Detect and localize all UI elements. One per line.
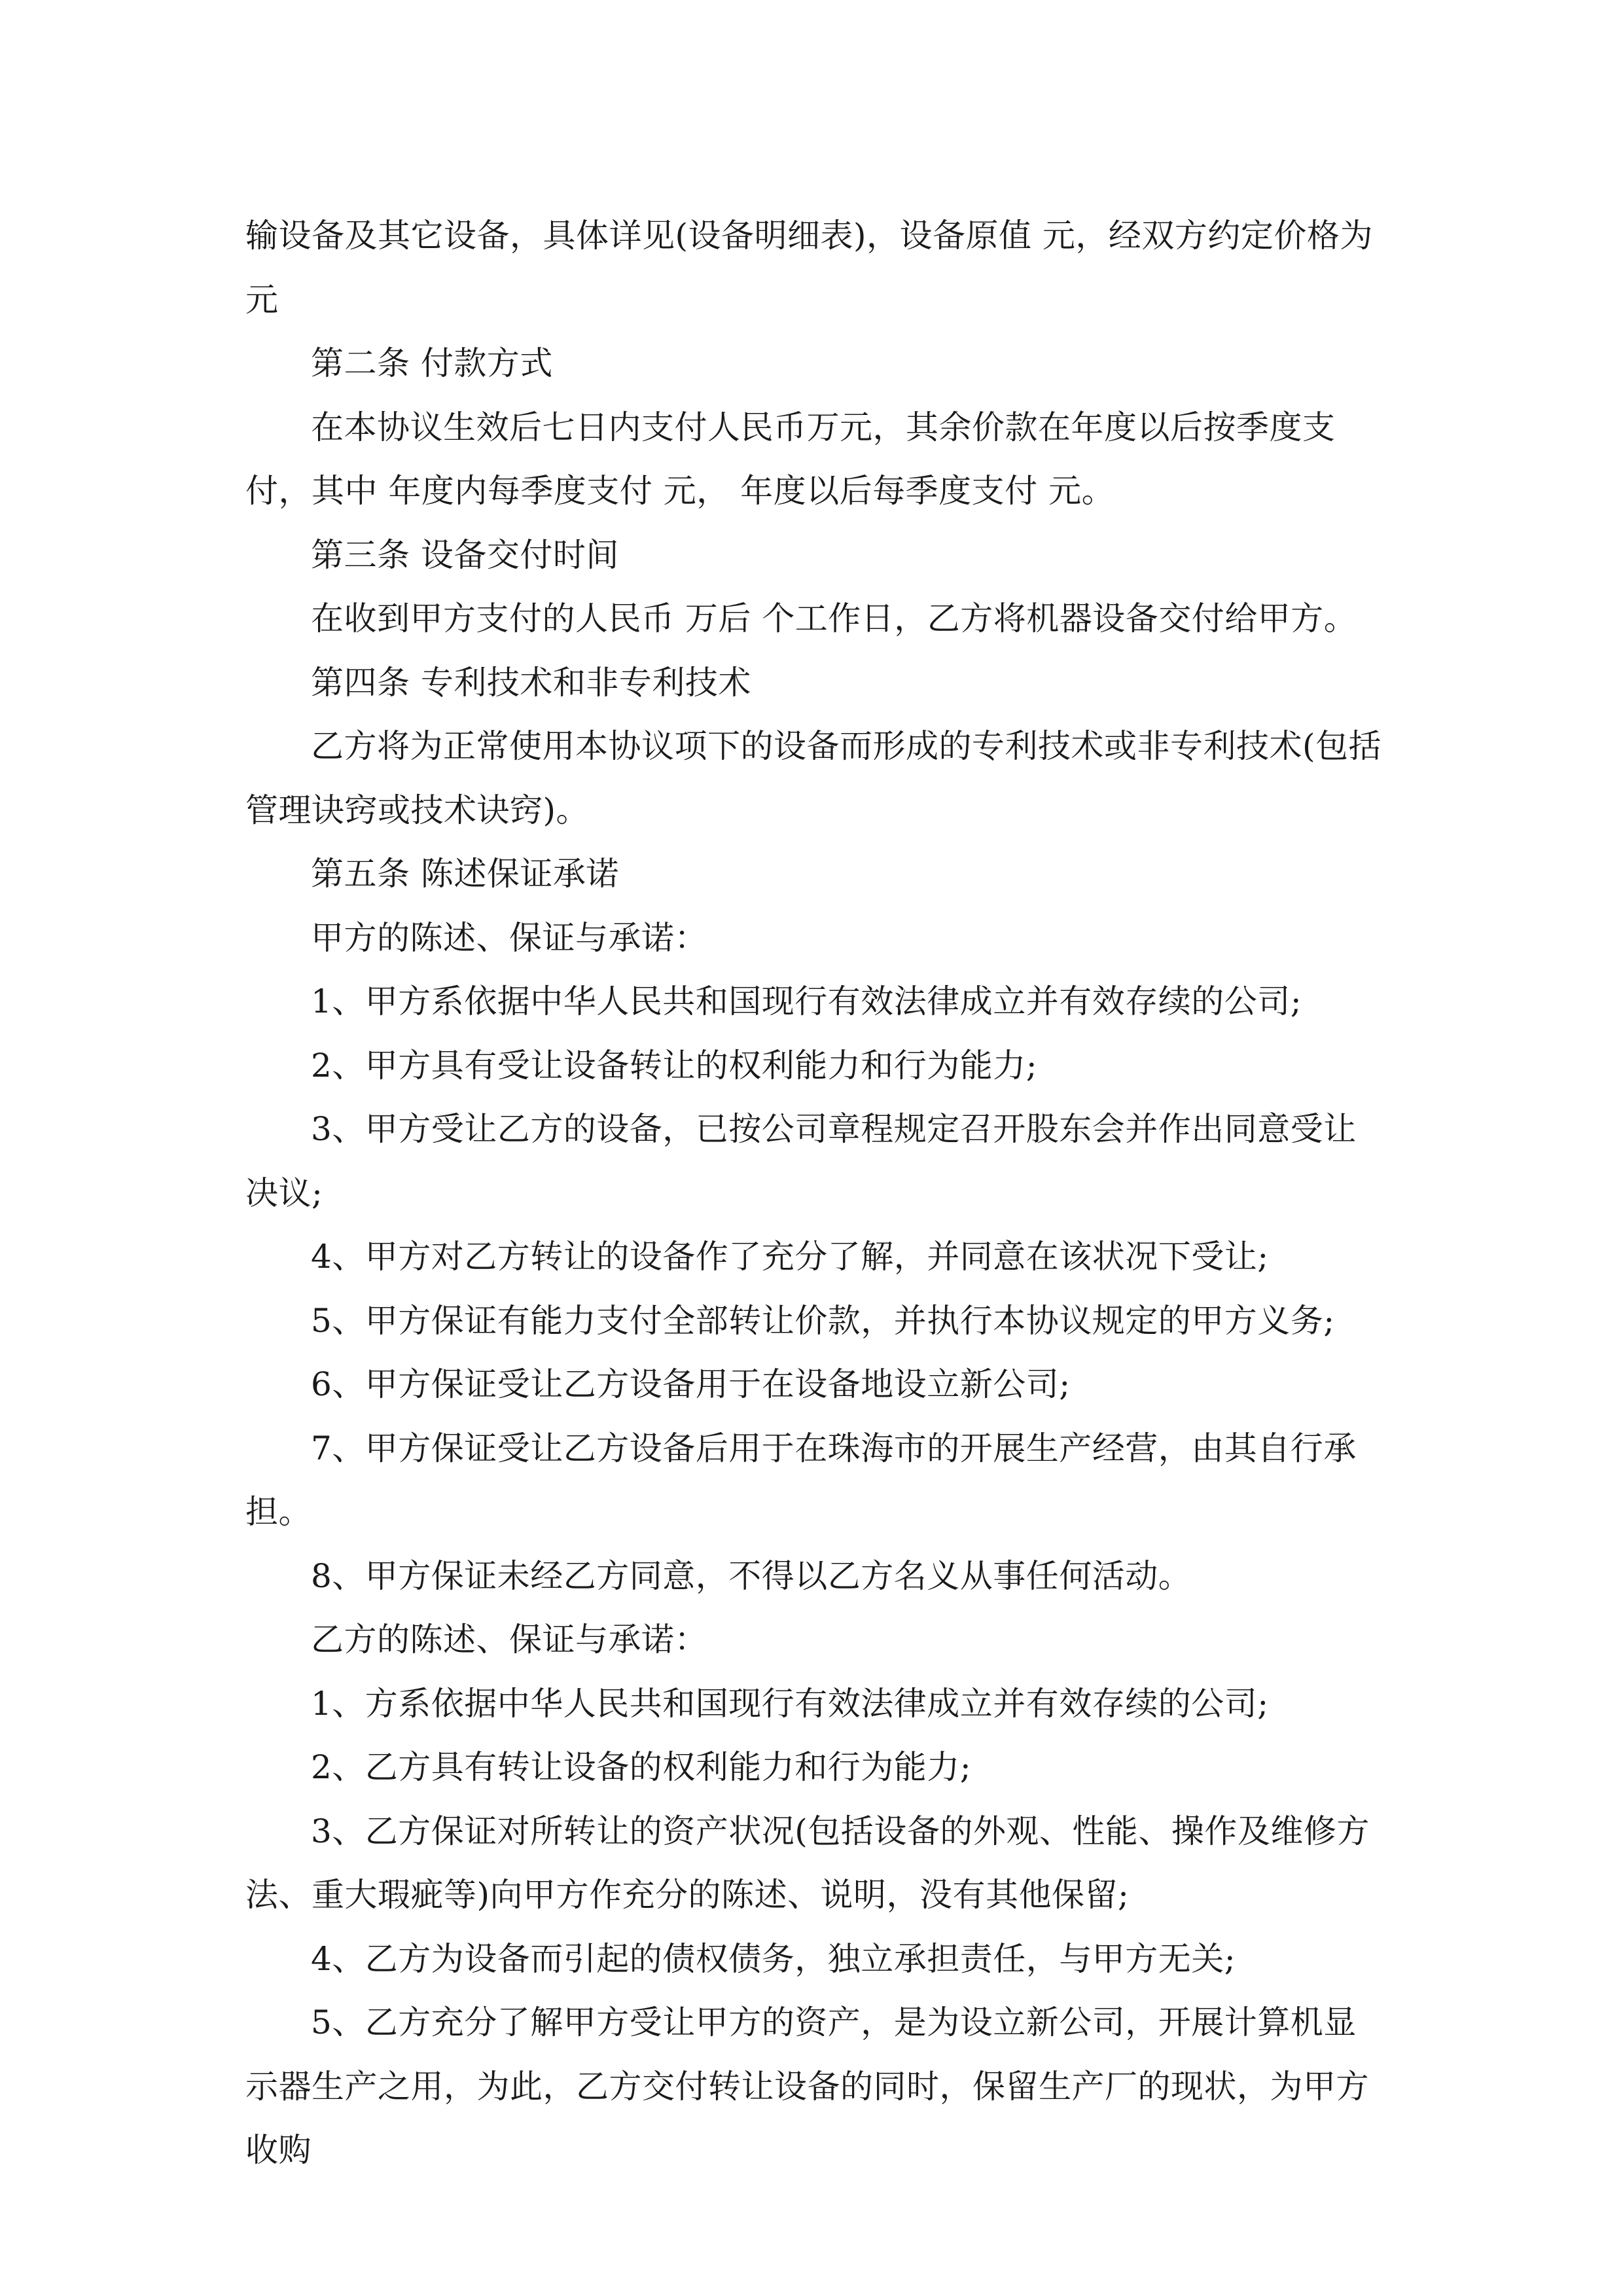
paragraph-equipment-price: 输设备及其它设备，具体详见(设备明细表)，设备原值 元，经双方约定价格为元 bbox=[245, 217, 1373, 319]
party-a-item-8: 8、甲方保证未经乙方同意，不得以乙方名义从事任何活动。 bbox=[311, 1556, 1192, 1595]
party-a-item-4: 4、甲方对乙方转让的设备作了充分了解，并同意在该状况下受让; bbox=[311, 1238, 1269, 1276]
document-body bbox=[245, 204, 1387, 2183]
clause-5-heading: 第五条 陈述保证承诺 bbox=[311, 855, 619, 893]
party-b-representations-heading: 乙方的陈述、保证与承诺： bbox=[311, 1621, 707, 1659]
party-a-item-3: 3、甲方受让乙方的设备，已按公司章程规定召开股东会并作出同意受让决议; bbox=[245, 1110, 1357, 1212]
party-a-item-5: 5、甲方保证有能力支付全部转让价款，并执行本协议规定的甲方义务; bbox=[311, 1301, 1335, 1340]
party-a-representations-heading: 甲方的陈述、保证与承诺： bbox=[311, 918, 707, 957]
party-a-item-7: 7、甲方保证受让乙方设备后用于在珠海市的开展生产经营，由其自行承担。 bbox=[245, 1429, 1357, 1531]
party-b-item-1: 1、方系依据中华人民共和国现行有效法律成立并有效存续的公司; bbox=[311, 1684, 1269, 1723]
party-a-item-2: 2、甲方具有受让设备转让的权利能力和行为能力; bbox=[311, 1046, 1038, 1085]
party-a-item-1: 1、甲方系依据中华人民共和国现行有效法律成立并有效存续的公司; bbox=[311, 982, 1302, 1020]
party-b-item-2: 2、乙方具有转让设备的权利能力和行为能力; bbox=[311, 1748, 972, 1786]
party-b-item-4: 4、乙方为设备而引起的债权债务，独立承担责任，与甲方无关; bbox=[311, 1939, 1236, 1978]
clause-2-heading: 第二条 付款方式 bbox=[311, 344, 553, 382]
paragraph-delivery-time: 在收到甲方支付的人民币 万后 个工作日，乙方将机器设备交付给甲方。 bbox=[311, 600, 1357, 637]
paragraph-payment-terms: 在本协议生效后七日内支付人民币万元，其余价款在年度以后按季度支付，其中 年度内每季度支付 元， 年度以后每季度支付 元。 bbox=[245, 408, 1336, 510]
paragraph-patent-technology: 乙方将为正常使用本协议项下的设备而形成的专利技术或非专利技术(包括管理诀窍或技术诀窍)。 bbox=[245, 727, 1382, 829]
clause-4-heading: 第四条 专利技术和非专利技术 bbox=[311, 663, 751, 702]
party-b-item-3: 3、乙方保证对所转让的资产状况(包括设备的外观、性能、操作及维修方法、重大瑕疵等)向甲方作充分的陈述、说明，没有其他保留; bbox=[245, 1812, 1370, 1914]
party-b-item-5: 5、乙方充分了解甲方受让甲方的资产，是为设立新公司，开展计算机显示器生产之用，为此，乙方交付转让设备的同时，保留生产厂的现状，为甲方收购 bbox=[245, 2003, 1369, 2169]
clause-3-heading: 第三条 设备交付时间 bbox=[311, 535, 619, 574]
party-a-item-6: 6、甲方保证受让乙方设备用于在设备地设立新公司; bbox=[311, 1365, 1071, 1403]
